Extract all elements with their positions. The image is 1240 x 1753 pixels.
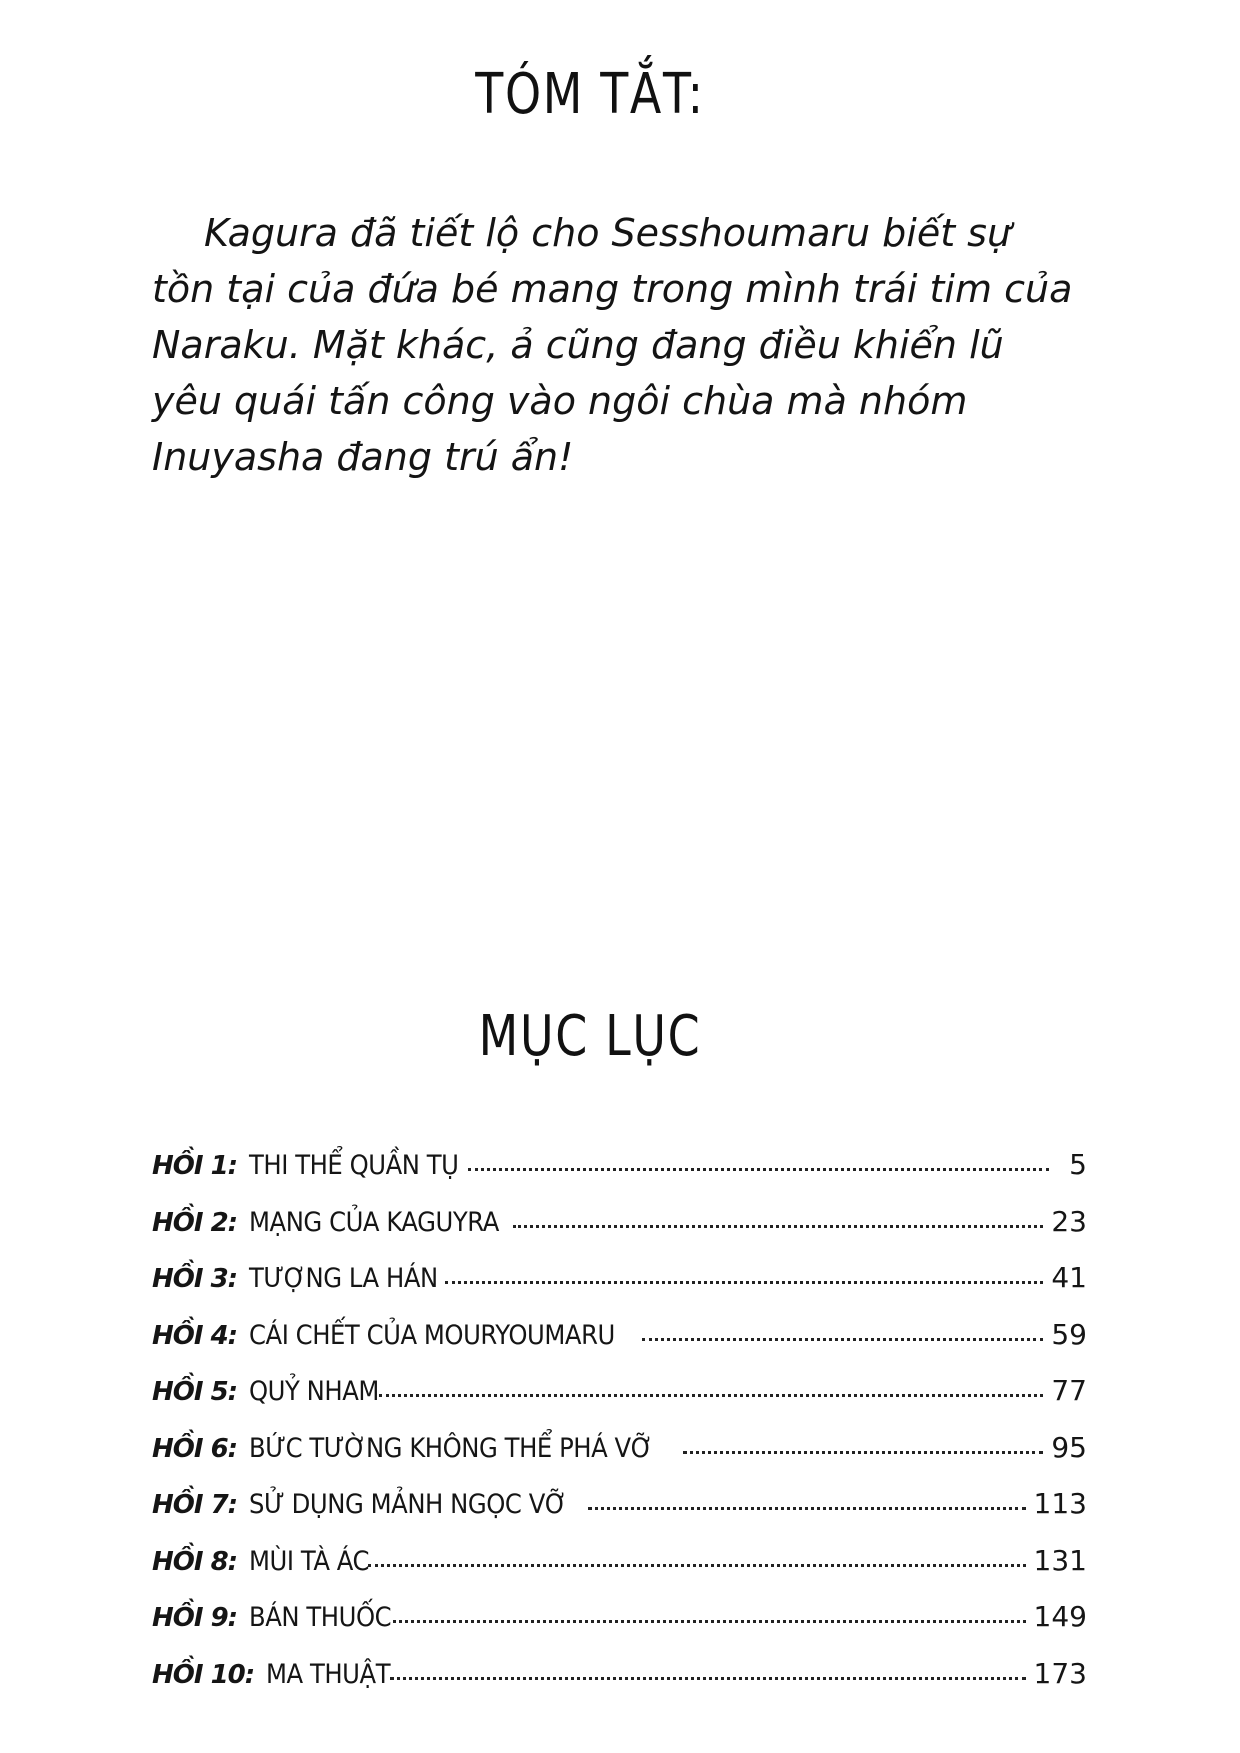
toc-entry-8 <box>152 1544 1087 1601</box>
toc-entry-label: HỒI 2: <box>152 1207 238 1238</box>
summary-title: TÓM TẮT: <box>475 62 705 127</box>
toc-entry-label: HỒI 8: <box>152 1546 238 1577</box>
toc-entry-3 <box>152 1261 1087 1318</box>
table-of-contents <box>152 1148 1087 1713</box>
toc-entry-5 <box>152 1374 1087 1431</box>
toc-entry-page: 5 <box>1069 1148 1087 1181</box>
toc-dot-leader <box>445 1281 1044 1284</box>
toc-entry-10 <box>152 1657 1087 1714</box>
toc-dot-leader <box>390 1677 1026 1680</box>
toc-entry-label: HỒI 4: <box>152 1320 238 1351</box>
toc-entry-4 <box>152 1318 1087 1375</box>
toc-dot-leader <box>588 1507 1026 1510</box>
toc-dot-leader <box>379 1394 1043 1397</box>
toc-entry-page: 131 <box>1033 1543 1087 1577</box>
toc-entry-page: 113 <box>1033 1487 1087 1520</box>
toc-entry-label: HỒI 9: <box>152 1603 238 1633</box>
toc-entry-chapter: MÙI TÀ ÁC <box>249 1545 370 1577</box>
toc-entry-7 <box>152 1487 1087 1544</box>
toc-entry-chapter: BỨC TƯỜNG KHÔNG THỂ PHÁ VỠ <box>249 1432 653 1464</box>
toc-entry-chapter: SỬ DỤNG MẢNH NGỌC VỠ <box>249 1489 567 1520</box>
toc-entry-page: 95 <box>1051 1430 1087 1464</box>
toc-entry-chapter: MẠNG CỦA KAGUYRA <box>249 1206 499 1238</box>
summary-text: Kagura đã tiết lộ cho Sesshoumaru biết sự tồn tại của đứa bé mang trong mình trái tim của Naraku. Mặt khác, ả cũng đang điều khiển lũ yêu quái tấn công vào ngôi chùa mà nhóm Inuyasha đang trú ẩn! <box>152 211 1073 479</box>
toc-entry-page: 23 <box>1051 1204 1087 1238</box>
toc-entry-page: 149 <box>1033 1600 1087 1633</box>
toc-entry-chapter: THI THỂ QUẦN TỤ <box>249 1150 459 1181</box>
toc-dot-leader <box>468 1168 1049 1171</box>
toc-entry-chapter: CÁI CHẾT CỦA MOURYOUMARU <box>249 1319 615 1351</box>
toc-dot-leader <box>393 1620 1026 1623</box>
toc-entry-6 <box>152 1431 1087 1488</box>
toc-entry-chapter: BÁN THUỐC <box>249 1602 392 1633</box>
toc-entry-label: HỒI 3: <box>152 1264 238 1294</box>
toc-dot-leader <box>683 1451 1043 1454</box>
toc-title: MỤC LỤC <box>478 1004 702 1069</box>
toc-entry-label: HỒI 6: <box>152 1433 238 1464</box>
toc-entry-label: HỒI 10: <box>152 1659 255 1690</box>
toc-entry-label: HỒI 7: <box>152 1490 238 1520</box>
toc-entry-label: HỒI 1: <box>152 1151 238 1181</box>
toc-entry-page: 77 <box>1051 1374 1087 1407</box>
toc-entry-2 <box>152 1205 1087 1262</box>
toc-entry-1 <box>152 1148 1087 1205</box>
toc-entry-chapter: MA THUẬT <box>266 1658 391 1690</box>
toc-entry-chapter: QUỶ NHAM <box>249 1376 380 1407</box>
toc-entry-9 <box>152 1600 1087 1657</box>
toc-entry-chapter: TƯỢNG LA HÁN <box>249 1263 438 1294</box>
toc-dot-leader <box>513 1225 1044 1228</box>
toc-dot-leader <box>642 1338 1044 1341</box>
toc-entry-label: HỒI 5: <box>152 1377 238 1407</box>
toc-dot-leader <box>368 1564 1025 1567</box>
toc-entry-page: 59 <box>1051 1317 1087 1351</box>
toc-entry-page: 173 <box>1033 1656 1087 1690</box>
toc-entry-page: 41 <box>1051 1261 1087 1294</box>
